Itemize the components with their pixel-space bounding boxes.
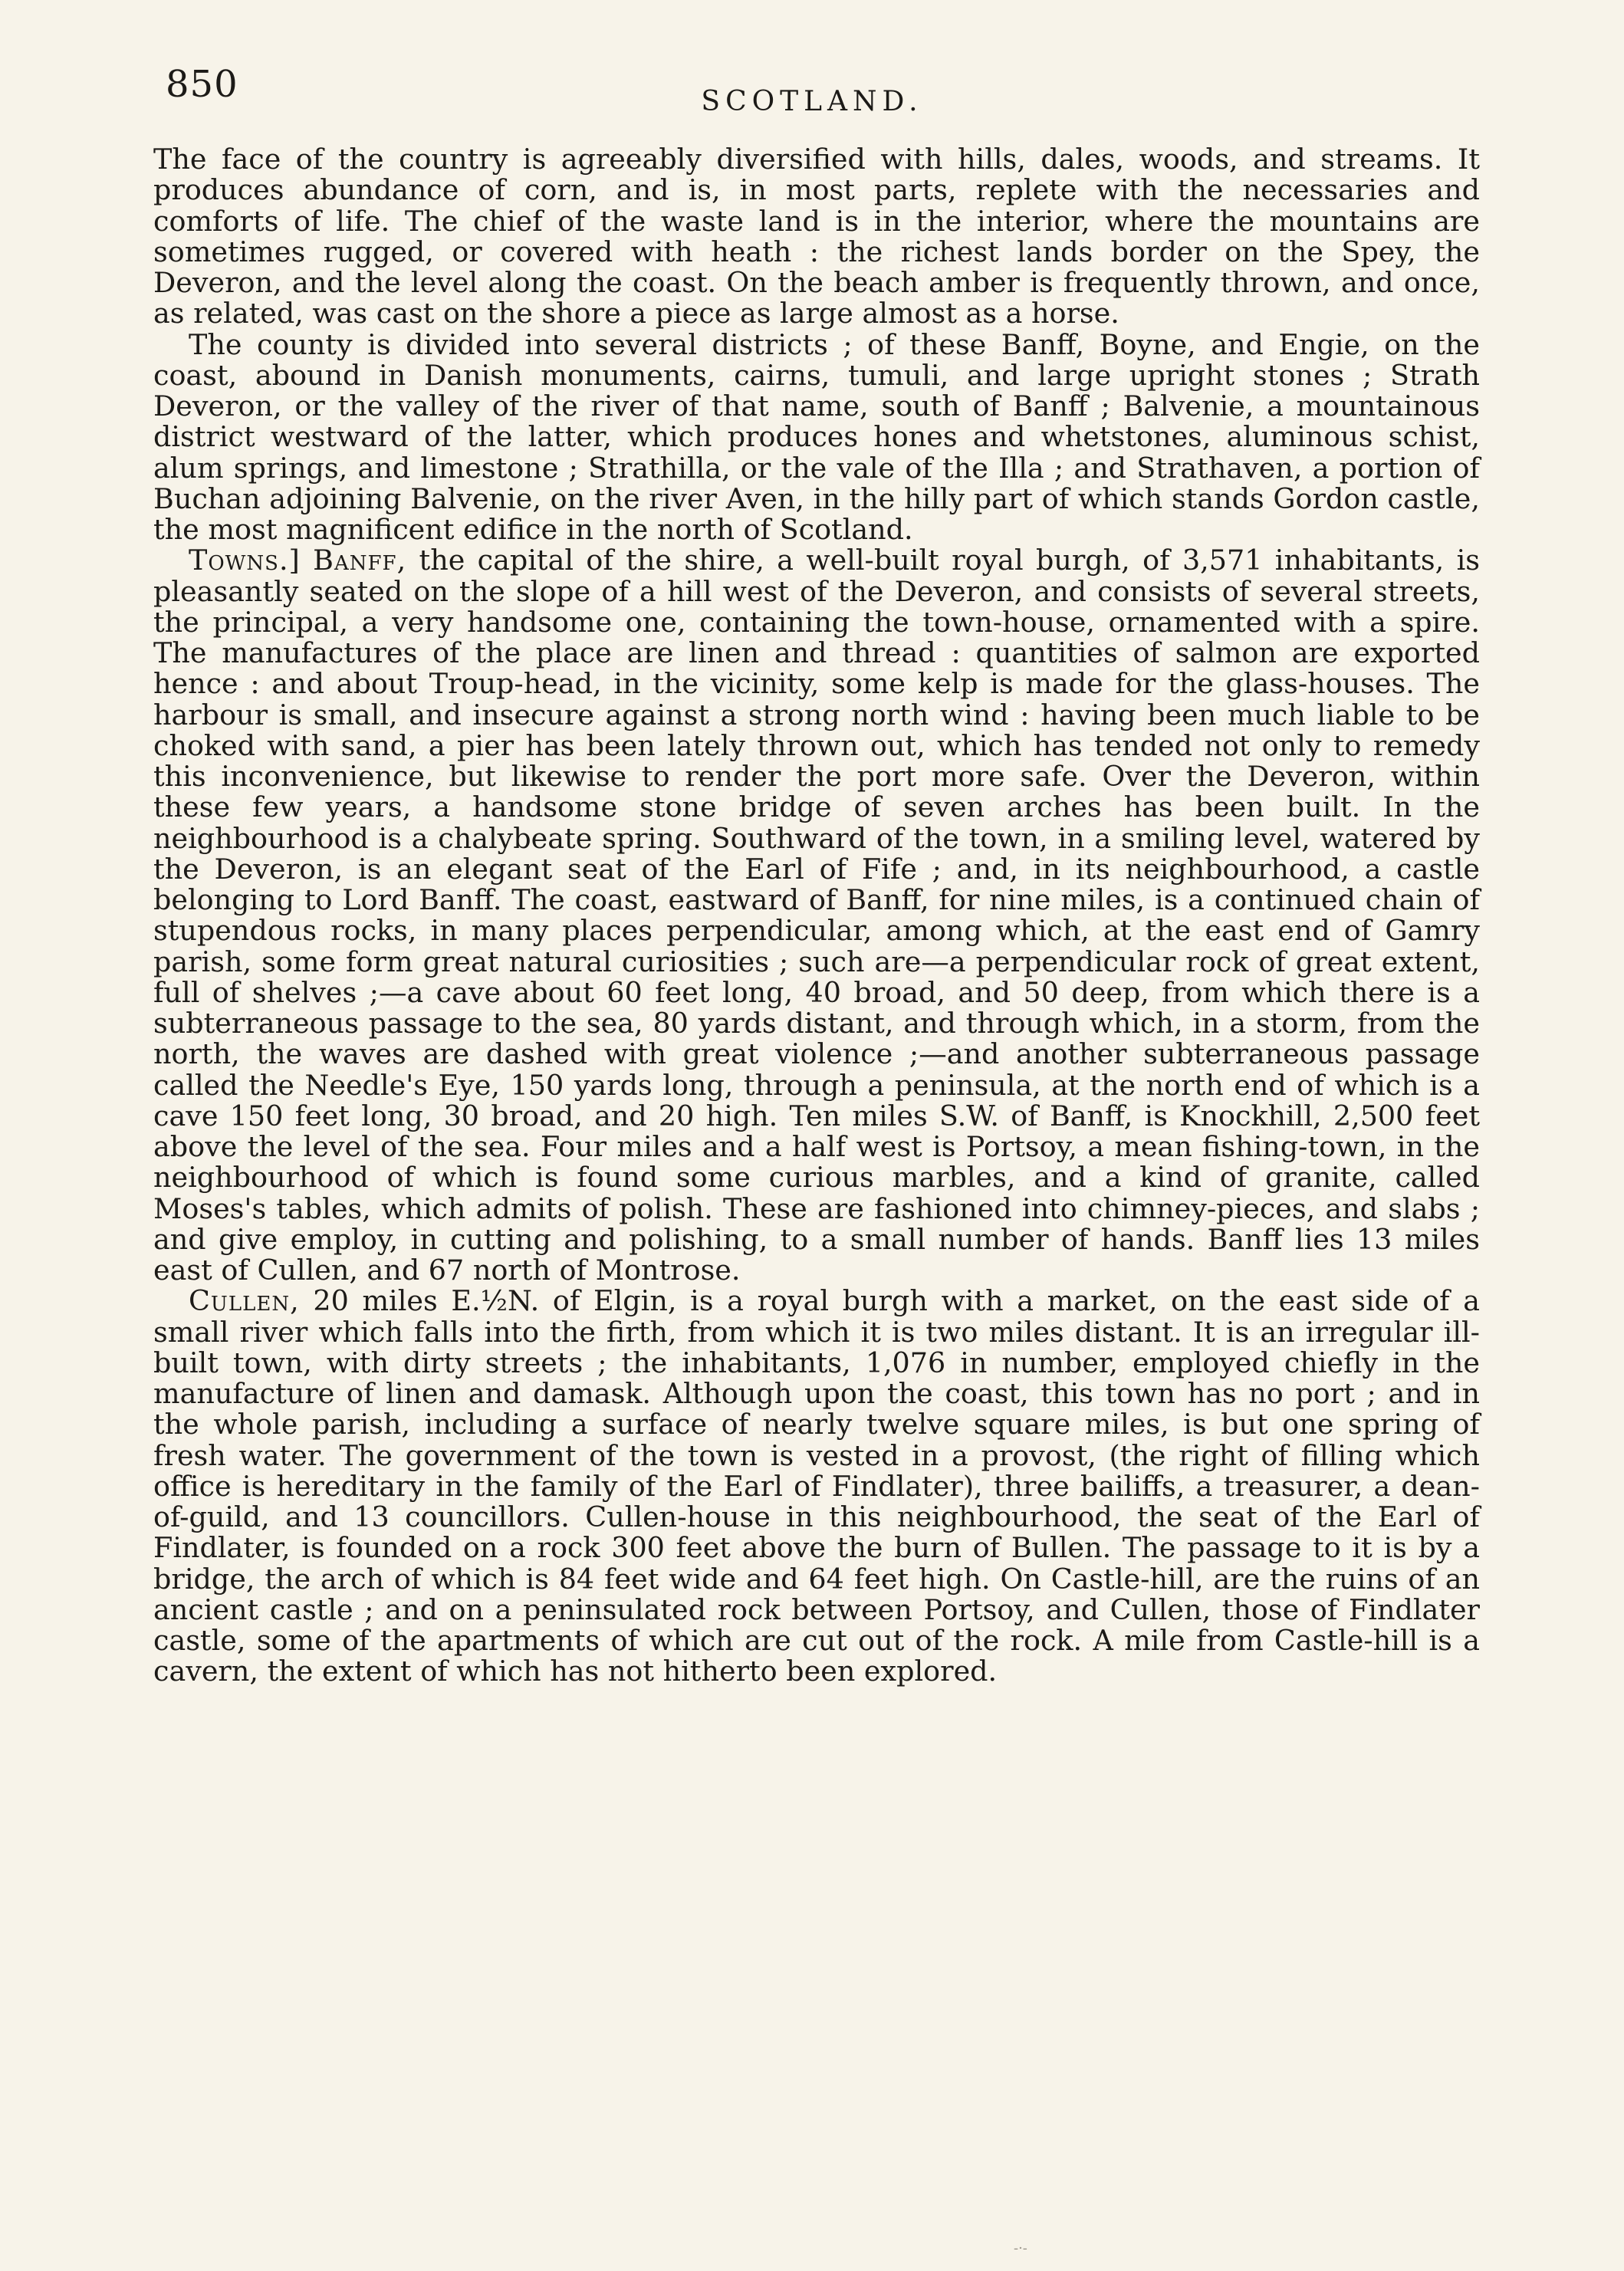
page-number: 850 xyxy=(166,63,238,106)
town-name-cullen: Cullen, xyxy=(189,1284,300,1318)
paragraph-banff-text: the capital of the shire, a well-built royal burgh, of 3,571 inhabitants, is pleasantly seated on the slope of a hill west of the Deveron, and consists of several streets, the principal, a very handsome one, containing the town-house, ornamented with a spire. The manufactures of the place are linen and thread : quantities of salmon are exported hence : and about Troup-head, in the vicinity, some kelp is made for the glass-houses. The harbour is small, and insecure against a strong north wind : having been much liable to be choked with sand, a pier has been lately thrown out, which has tended not only to remedy this inconvenience, but likewise to render the port more safe. Over the Deveron, within these few years, a handsome stone bridge of seven arches has been built. In the neighbourhood is a chalybeate spring. Southward of the town, in a smiling level, watered by the Deveron, is an elegant seat of the Earl of Fife ; and, in its neighbourhood, a castle belonging to Lord Banff. The coast, eastward of Banff, for nine miles, is a continued chain of stupendous rocks, in many places perpendicular, among which, at the east end of Gamry parish, some form great natural curiosities ; such are—a perpendicular rock of great extent, full of shelves ;—a cave about 60 feet long, 40 broad, and 50 deep, from which there is a subterraneous passage to the sea, 80 yards distant, and through which, in a storm, from the north, the waves are dashed with great violence ;—and another subterraneous passage called the Needle's Eye, 150 yards long, through a peninsula, at the north end of which is a cave 150 feet long, 30 broad, and 20 high. Ten miles S.W. of Banff, is Knockhill, 2,500 feet above the level of the sea. Four miles and a half west is Portsoy, a mean fishing-town, in the neighbourhood of which is found some curious marbles, and a kind of granite, called Moses's tables, which admits of polish. These are fashioned into chimney-pieces, and slabs ; and give employ, in cutting and polishing, to a small number of hands. Banff lies 13 miles east of Cullen, and 67 north of Montrose. xyxy=(153,544,1480,1287)
paragraph-county-districts: The county is divided into several districts ; of these Banff, Boyne, and Engie, on the coast, abound in Danish monuments, cairns, tumuli, and large upright stones ; Strath Deveron, or the valley of the river of that name, south of Banff ; Balvenie, a mountainous district westward of the latter, which produces hones and whetstones, aluminous schist, alum springs, and limestone ; Strathilla, or the vale of the Illa ; and Strathaven, a portion of Buchan adjoining Balvenie, on the river Aven, in the hilly part of which stands Gordon castle, the most magnificent edifice in the north of Scotland. xyxy=(153,327,1480,546)
paragraph-country-description: The face of the country is agreeably diversified with hills, dales, woods, and streams. It produces abundance of corn, and is, in most parts, replete with the necessaries and comforts of life. The chief of the waste land is in the interior, where the mountains are sometimes rugged, or covered with heath : the richest lands border on the Spey, the Deveron, and the level along the coast. On the beach amber is frequently thrown, and once, as related, was cast on the shore a piece as large almost as a horse. xyxy=(153,143,1480,330)
town-name-banff: Banff, xyxy=(313,544,407,577)
paragraph-cullen-text: 20 miles E.½N. of Elgin, is a royal burgh with a market, on the east side of a small river which falls into the firth, from which it is two miles distant. It is an irregular ill-built town, with dirty streets ; the inhabitants, 1,076 in number, employed chiefly in the manufacture of linen and damask. Although upon the coast, this town has no port ; and in the whole parish, including a surface of nearly twelve square miles, is but one spring of fresh water. The government of the town is vested in a provost, (the right of filling which office is hereditary in the family of the Earl of Findlater), three bailiffs, a treasurer, a dean-of-guild, and 13 councillors. Cullen-house in this neighbourhood, the seat of the Earl of Findlater, is founded on a rock 300 feet above the burn of Bullen. The passage to it is by a bridge, the arch of which is 84 feet wide and 64 feet high. On Castle-hill, are the ruins of an ancient castle ; and on a peninsulated rock between Portsoy, and Cullen, those of Findlater castle, some of the apartments of which are cut out of the rock. A mile from Castle-hill is a cavern, the extent of which has not hitherto been explored. xyxy=(153,1284,1480,1688)
running-head: SCOTLAND. xyxy=(701,86,923,117)
footer-mark: -·- xyxy=(1014,2240,1027,2256)
paragraph-towns-banff xyxy=(153,545,1480,1286)
section-lead-towns: Towns.] xyxy=(189,544,301,577)
paragraph-cullen xyxy=(153,1286,1480,1687)
body-text xyxy=(153,144,1480,1688)
